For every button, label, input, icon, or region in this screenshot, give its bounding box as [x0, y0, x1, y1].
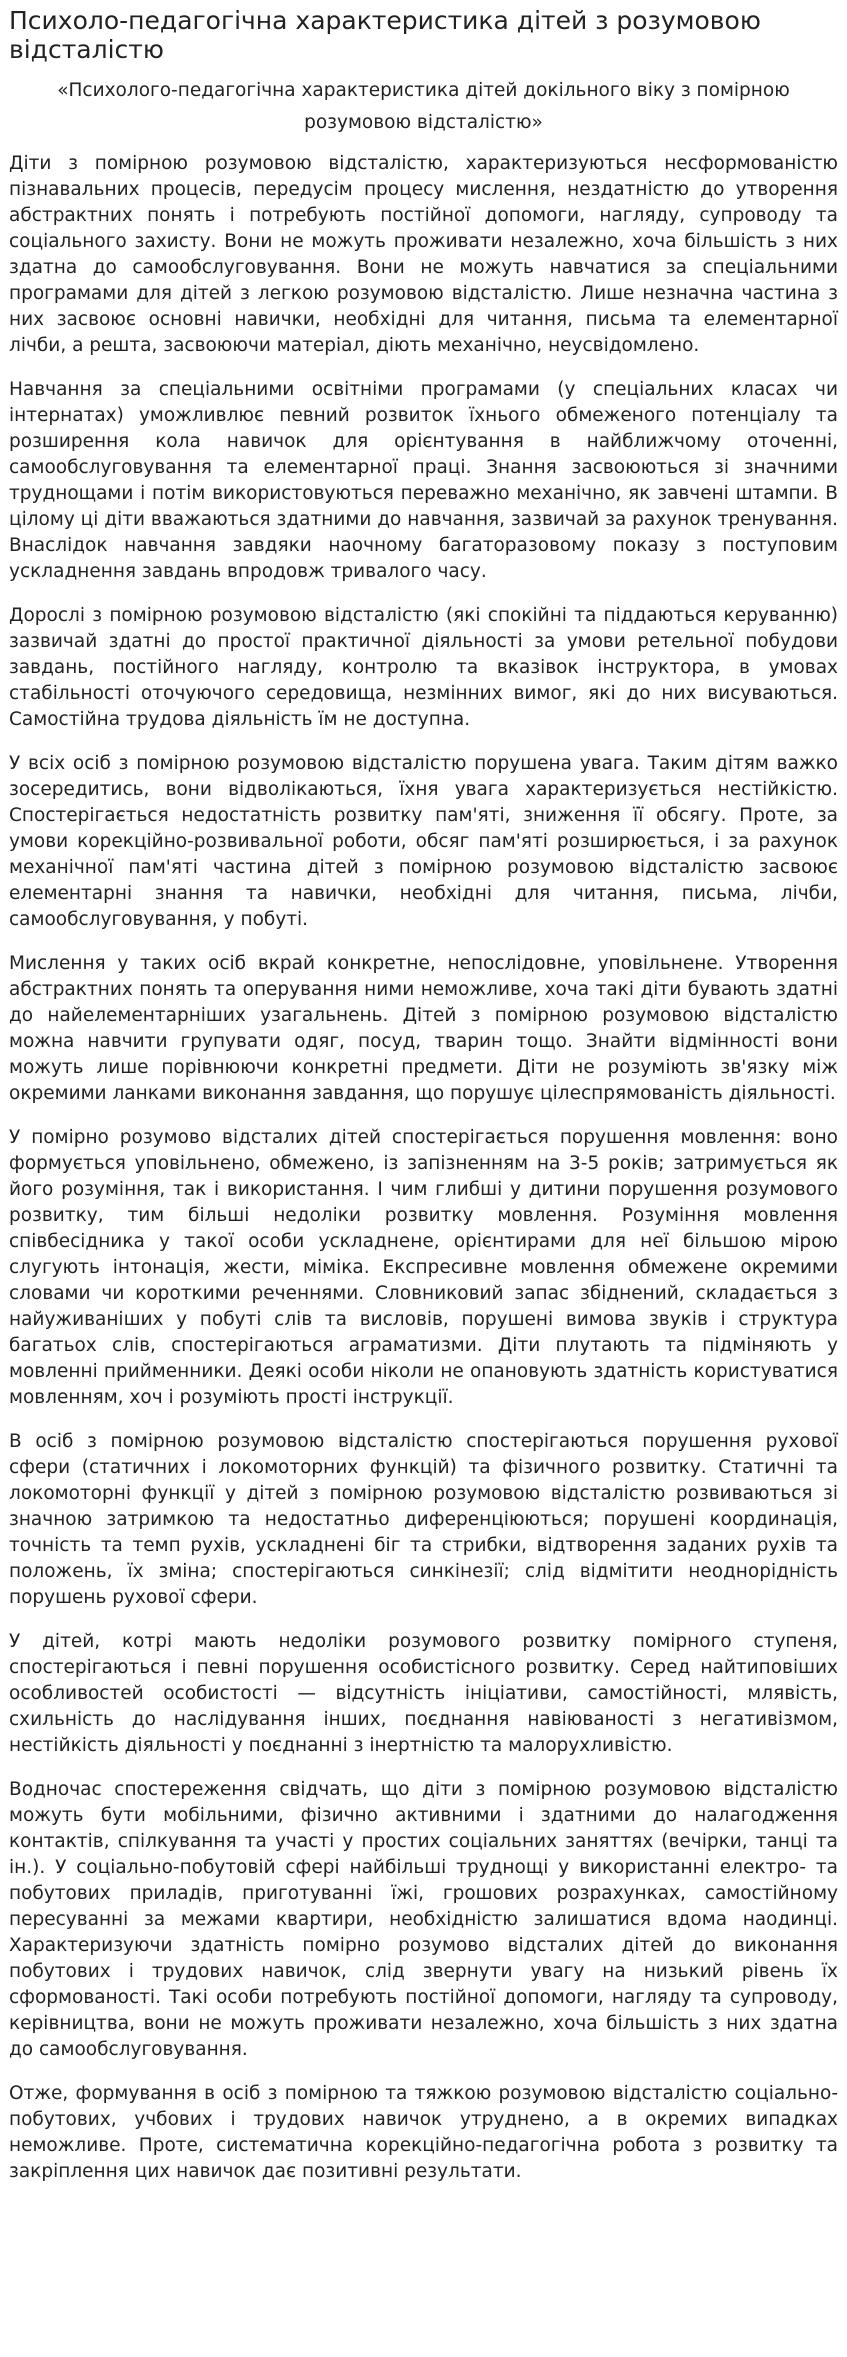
paragraph: Навчання за спеціальними освітніми програмами (у спеціальних класах чи інтернатах) уможливлює певний розвиток їхнього обмеженого потенціалу та розширення кола навичок для орієнтування в найближчому оточенні, самообслуговування та елементарної праці. Знання засвоюються зі значними труднощами і потім використовуються переважно механічно, як завчені штампи. В цілому ці діти вважаються здатними до навчання, зазвичай за рахунок тренування. Внаслідок навчання завдяки наочному багаторазовому показу з поступовим ускладнення завдань впродовж тривалого часу.	[9, 379, 838, 582]
paragraph: Мислення у таких осіб вкрай конкретне, непослідовне, уповільнене. Утворення абстрактних понять та оперування ними неможливе, хоча такі діти бувають здатні до найелементарніших узагальнень. Дітей з помірною розумовою відсталістю можна навчити групувати одяг, посуд, тварин тощо. Знайти відмінності вони можуть лише порівнюючи конкретні предмети. Діти не розуміють зв'язку між окремими ланками виконання завдання, що порушує цілеспрямованість діяльності.	[9, 953, 838, 1104]
paragraph: Діти з помірною розумовою відсталістю, характеризуються несформованістю пізнавальних процесів, передусім процесу мислення, нездатністю до утворення абстрактних понять і потребують постійної допомоги, нагляду, супроводу та соціального захисту. Вони не можуть проживати незалежно, хоча більшість з них здатна до самообслуговування. Вони не можуть навчатися за спеціальними програмами для дітей з легкою розумовою відсталістю. Лише незначна частина з них засвоює основні навички, необхідні для читання, письма та елементарної лічби, а решта, засвоюючи матеріал, діють механічно, неусвідомлено.	[9, 153, 838, 356]
paragraph: Водночас спостереження свідчать, що діти з помірною розумовою відсталістю можуть бути мобільними, фізично активними і здатними до налагодження контактів, спілкування та участі у простих соціальних заняттях (вечірки, танці та ін.). У соціально-побутовій сфері найбільші труднощі у використанні електро- та побутових приладів, приготуванні їжі, грошових розрахунках, самостійному пересуванні за межами квартири, необхідністю залишатися вдома наодинці. Характеризуючи здатність помірно розумово відсталих дітей до виконання побутових і трудових навичок, слід звернути увагу на низький рівень їх сформованості. Такі особи потребують постійної допомоги, нагляду та супроводу, керівництва, вони не можуть проживати незалежно, хоча більшість з них здатна до самообслуговування.	[9, 1779, 838, 2060]
paragraph: У дітей, котрі мають недоліки розумового розвитку помірного ступеня, спостерігаються і певні порушення особистісного розвитку. Серед найтиповіших особливостей особистості — відсутність ініціативи, самостійності, млявість, схильність до наслідування інших, поєднання навіюваності з негативізмом, нестійкість діяльності у поєднанні з інертністю та малорухливістю.	[9, 1631, 838, 1756]
paragraph: У всіх осіб з помірною розумовою відсталістю порушена увага. Таким дітям важко зосередитись, вони відволікаються, їхня увага характеризується нестійкістю. Спостерігається недостатність розвитку пам'яті, зниження її обсягу. Проте, за умови корекційно-розвивальної роботи, обсяг пам'яті розширюється, і за рахунок механічної пам'яті частина дітей з помірною розумовою відсталістю засвоює елементарні знання та навички, необхідні для читання, письма, лічби, самообслуговування, у побуті.	[9, 753, 838, 930]
paragraph: У помірно розумово відсталих дітей спостерігається порушення мовлення: воно формується уповільнено, обмежено, із запізненням на 3-5 років; затримується як його розуміння, так і використання. І чим глибші у дитини порушення розумового розвитку, тим більші недоліки розвитку мовлення. Розуміння мовлення співбесідника у такої особи ускладнене, орієнтирами для неї більшою мірою слугують інтонація, жести, міміка. Експресивне мовлення обмежене окремими словами чи короткими реченнями. Словниковий запас збіднений, складається з найуживаніших у побуті слів та висловів, порушені вимова звуків і структура багатьох слів, спостерігаються аграматизми. Діти плутають та підміняють у мовленні прийменники. Деякі особи ніколи не опановують здатність користуватися мовленням, хоч і розуміють прості інструкції.	[9, 1127, 838, 1408]
paragraph: В осіб з помірною розумовою відсталістю спостерігаються порушення рухової сфери (статичних і локомоторних функцій) та фізичного розвитку. Статичні та локомоторні функції у дітей з помірною розумовою відсталістю розвиваються зі значною затримкою та недостатньо диференціюються; порушені координація, точність та темп рухів, ускладнені біг та стрибки, відтворення заданих рухів та положень, їх зміна; спостерігаються синкінезії; слід відмітити неоднорідність порушень рухової сфери.	[9, 1431, 838, 1608]
paragraph: Отже, формування в осіб з помірною та тяжкою розумовою відсталістю соціально-побутових, учбових і трудових навичок утруднено, а в окремих випадках неможливе. Проте, систематична корекційно-педагогічна робота з розвитку та закріплення цих навичок дає позитивні результати.	[9, 2083, 838, 2182]
document-subtitle: «Психолого-педагогічна характеристика дітей докільного віку з помірною розумовою відсталістю»	[57, 80, 790, 133]
page-title: Психоло-педагогічна характеристика дітей з розумовою відсталістю	[9, 6, 761, 64]
paragraph: Дорослі з помірною розумовою відсталістю (які спокійні та піддаються керуванню) зазвичай здатні до простої практичної діяльності за умови ретельної побудови завдань, постійного нагляду, контролю та вказівок інструктора, в умовах стабільності оточуючого середовища, незмінних вимог, які до них висуваються. Самостійна трудова діяльність їм не доступна.	[9, 605, 838, 730]
